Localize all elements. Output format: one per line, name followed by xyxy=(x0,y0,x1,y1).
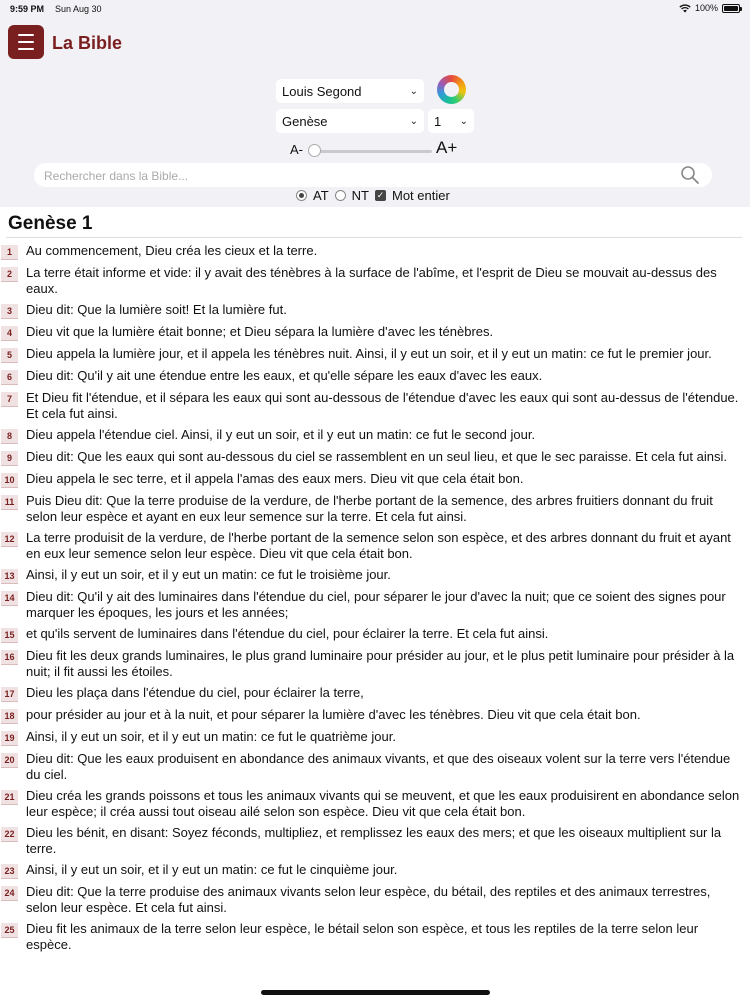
search-options xyxy=(296,188,450,203)
verse-number: 4 xyxy=(1,326,18,341)
verse-number: 8 xyxy=(1,429,18,444)
verse-row[interactable] xyxy=(0,648,750,680)
chevron-down-icon: ⌄ xyxy=(409,115,418,127)
app-title: La Bible xyxy=(52,33,123,53)
verse-text: Ainsi, il y eut un soir, et il y eut un matin: ce fut le quatrième jour. xyxy=(26,729,396,744)
verse-row[interactable] xyxy=(0,243,750,260)
menu-button[interactable] xyxy=(8,25,44,59)
verse-text: Dieu dit: Que la terre produise des animaux vivants selon leur espèce, du bétail, des reptiles et des animaux terrestres, selon leur espèce. Et cela fut ainsi. xyxy=(26,884,711,915)
verse-number: 15 xyxy=(1,628,18,643)
verse-number: 12 xyxy=(1,532,18,547)
verse-row[interactable] xyxy=(0,729,750,746)
search-input[interactable] xyxy=(42,163,626,189)
chapter-select[interactable] xyxy=(428,109,474,133)
whole-word-label: Mot entier xyxy=(392,188,450,203)
verse-number: 9 xyxy=(1,451,18,466)
version-value: Louis Segond xyxy=(282,83,362,99)
verse-text: Dieu appela l'étendue ciel. Ainsi, il y eut un soir, et il y eut un matin: ce fut le second jour. xyxy=(26,427,536,442)
search-bar xyxy=(34,163,712,187)
verse-text: et qu'ils servent de luminaires dans l'étendue du ciel, pour éclairer la terre. Et cela fut ainsi. xyxy=(26,626,549,641)
verse-row[interactable] xyxy=(0,707,750,724)
verse-text: Dieu fit les animaux de la terre selon leur espèce, le bétail selon son espèce, et tous les reptiles de la terre selon leur espèce. xyxy=(26,921,699,952)
verse-number: 14 xyxy=(1,591,18,606)
verse-number: 20 xyxy=(1,753,18,768)
verse-row[interactable] xyxy=(0,265,750,297)
verse-number: 5 xyxy=(1,348,18,363)
verse-text: La terre produisit de la verdure, de l'herbe portant de la semence selon son espèce, et des arbres donnant du fruit et ayant en eux leur semence selon leur espèce. Dieu vit que cela était bon. xyxy=(26,530,731,561)
hamburger-icon-line xyxy=(18,48,34,50)
verse-number: 3 xyxy=(1,304,18,319)
verse-row[interactable] xyxy=(0,884,750,916)
verse-list xyxy=(0,243,750,958)
radio-at[interactable] xyxy=(296,190,307,201)
verse-text: pour présider au jour et à la nuit, et pour séparer la lumière d'avec les ténèbres. Dieu vit que cela était bon. xyxy=(26,707,641,722)
verse-text: Dieu vit que la lumière était bonne; et Dieu sépara la lumière d'avec les ténèbres. xyxy=(26,324,494,339)
verse-row[interactable] xyxy=(0,530,750,562)
book-value: Genèse xyxy=(282,113,328,129)
verse-text: Ainsi, il y eut un soir, et il y eut un matin: ce fut le troisième jour. xyxy=(26,567,391,582)
verse-text: Dieu appela le sec terre, et il appela l'amas des eaux mers. Dieu vit que cela était bon. xyxy=(26,471,524,486)
hamburger-icon-line xyxy=(18,34,34,36)
verse-row[interactable] xyxy=(0,449,750,466)
verse-text: Dieu fit les deux grands luminaires, le plus grand luminaire pour présider au jour, et le plus petit luminaire pour présider à la nuit; il fit aussi les étoiles. xyxy=(26,648,735,679)
status-bar xyxy=(0,0,750,20)
battery-percent: 100% xyxy=(694,3,718,13)
verse-number: 24 xyxy=(1,886,18,901)
home-indicator[interactable] xyxy=(261,990,490,995)
verse-text: La terre était informe et vide: il y avait des ténèbres à la surface de l'abîme, et l'esprit de Dieu se mouvait au-dessus des eaux. xyxy=(26,265,717,296)
verse-row[interactable] xyxy=(0,493,750,525)
radio-nt[interactable] xyxy=(335,190,346,201)
divider xyxy=(6,237,742,238)
verse-text: Dieu dit: Que la lumière soit! Et la lumière fut. xyxy=(26,302,287,317)
verse-number: 1 xyxy=(1,245,18,260)
verse-text: Puis Dieu dit: Que la terre produise de la verdure, de l'herbe portant de la semence, des arbres fruitiers donnant du fruit selon leur espèce et ayant en eux leur semence sur la terre. Et cela fut ainsi. xyxy=(26,493,713,524)
verse-number: 16 xyxy=(1,650,18,665)
verse-number: 11 xyxy=(1,495,18,510)
font-size-slider-thumb[interactable] xyxy=(308,144,321,157)
verse-row[interactable] xyxy=(0,626,750,643)
verse-text: Dieu les plaça dans l'étendue du ciel, pour éclairer la terre, xyxy=(26,685,364,700)
whole-word-checkbox[interactable]: ✓ xyxy=(376,190,385,200)
color-wheel-icon[interactable] xyxy=(437,75,466,104)
chevron-down-icon: ⌄ xyxy=(409,85,418,97)
verse-text: Ainsi, il y eut un soir, et il y eut un matin: ce fut le cinquième jour. xyxy=(26,862,398,877)
verse-text: Dieu dit: Que les eaux qui sont au-dessous du ciel se rassemblent en un seul lieu, et que le sec paraisse. Et cela fut ainsi. xyxy=(26,449,727,464)
verse-number: 19 xyxy=(1,731,18,746)
verse-row[interactable] xyxy=(0,751,750,783)
verse-text: Dieu les bénit, en disant: Soyez féconds, multipliez, et remplissez les eaux des mers; et que les oiseaux multiplient sur la terre. xyxy=(26,825,722,856)
verse-row[interactable] xyxy=(0,471,750,488)
verse-number: 25 xyxy=(1,923,18,938)
font-size-slider[interactable] xyxy=(314,150,432,153)
verse-row[interactable] xyxy=(0,589,750,621)
verse-number: 10 xyxy=(1,473,18,488)
verse-text: Et Dieu fit l'étendue, et il sépara les eaux qui sont au-dessous de l'étendue d'avec les eaux qui sont au-dessus de l'étendue. Et cela fut ainsi. xyxy=(26,390,739,421)
book-select[interactable] xyxy=(276,109,424,133)
verse-text: Dieu créa les grands poissons et tous les animaux vivants qui se meuvent, et que les eaux produisirent en abondance selon leur espèce; il créa aussi tout oiseau ailé selon son espèce. Dieu vit que cela était bon. xyxy=(26,788,740,819)
verse-number: 23 xyxy=(1,864,18,879)
verse-text: Au commencement, Dieu créa les cieux et la terre. xyxy=(26,243,318,258)
battery-fill xyxy=(724,6,738,11)
verse-text: Dieu dit: Qu'il y ait une étendue entre les eaux, et qu'elle sépare les eaux d'avec les eaux. xyxy=(26,368,543,383)
verse-number: 2 xyxy=(1,267,18,282)
verse-row[interactable] xyxy=(0,390,750,422)
version-select[interactable] xyxy=(276,79,424,103)
verse-text: Dieu dit: Que les eaux produisent en abondance des animaux vivants, et que des oiseaux volent sur la terre vers l'étendue du ciel. xyxy=(26,751,731,782)
verse-row[interactable] xyxy=(0,346,750,363)
font-decrease-label: A- xyxy=(290,142,303,157)
verse-number: 22 xyxy=(1,827,18,842)
verse-row[interactable] xyxy=(0,368,750,385)
battery-icon xyxy=(722,4,740,13)
status-time: 9:59 PM xyxy=(10,4,45,14)
verse-text: Dieu appela la lumière jour, et il appela les ténèbres nuit. Ainsi, il y eut un soir, et il y eut un matin: ce fut le premier jour. xyxy=(26,346,712,361)
chapter-content[interactable] xyxy=(0,207,750,1000)
font-increase-label: A+ xyxy=(436,138,458,157)
verse-number: 13 xyxy=(1,569,18,584)
verse-text: Dieu dit: Qu'il y ait des luminaires dans l'étendue du ciel, pour séparer le jour d'avec la nuit; que ce soient des signes pour marquer les époques, les jours et les années; xyxy=(26,589,726,620)
chapter-value: 1 xyxy=(434,113,442,129)
hamburger-icon-line xyxy=(18,41,34,43)
radio-nt-label: NT xyxy=(351,188,369,203)
verse-number: 21 xyxy=(1,790,18,805)
status-right xyxy=(679,3,740,13)
verse-row[interactable] xyxy=(0,921,750,953)
verse-row[interactable] xyxy=(0,324,750,341)
verse-row[interactable] xyxy=(0,302,750,319)
verse-number: 7 xyxy=(1,392,18,407)
verse-row[interactable] xyxy=(0,825,750,857)
verse-row[interactable] xyxy=(0,685,750,702)
wifi-icon xyxy=(679,4,691,13)
verse-number: 17 xyxy=(1,687,18,702)
chapter-title: Genèse 1 xyxy=(8,213,93,234)
chevron-down-icon: ⌄ xyxy=(459,115,468,127)
verse-row[interactable] xyxy=(0,427,750,444)
verse-row[interactable] xyxy=(0,567,750,584)
verse-row[interactable] xyxy=(0,788,750,820)
verse-number: 6 xyxy=(1,370,18,385)
verse-number: 18 xyxy=(1,709,18,724)
status-date: Sun Aug 30 xyxy=(55,4,102,14)
verse-row[interactable] xyxy=(0,862,750,879)
radio-at-label: AT xyxy=(313,188,329,203)
search-icon[interactable] xyxy=(678,163,702,187)
